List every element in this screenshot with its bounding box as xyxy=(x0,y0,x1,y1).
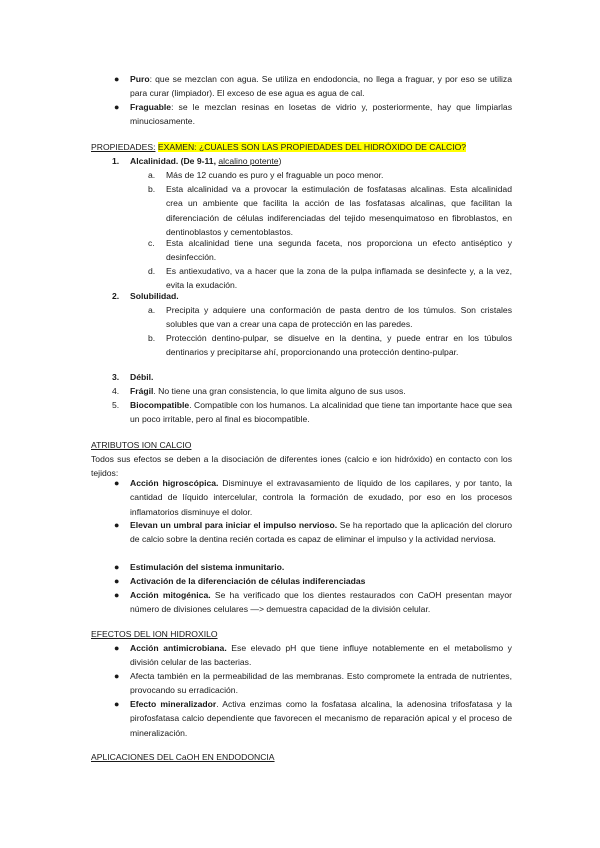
section-heading-atributos: ATRIBUTOS ION CALCIO xyxy=(91,440,192,450)
section-heading-propiedades: PROPIEDADES: EXAMEN: ¿CUALES SON LAS PROPIEDADES DEL HIDRÓXIDO DE CALCIO? xyxy=(91,142,467,152)
property-alcalinidad: Alcalinidad. (De 9-11, alcalino potente) xyxy=(130,156,282,166)
sub-letter: b. xyxy=(148,333,156,343)
list-item: Activación de la diferenciación de células indiferenciadas xyxy=(130,576,366,586)
paragraph-intro: Todos sus efectos se deben a la disociación de diferentes iones (calcio e ion hidróxido) en contacto con los tejidos: xyxy=(91,454,512,479)
bullet-icon: ● xyxy=(114,699,120,709)
bullet-icon: ● xyxy=(114,576,120,586)
property-fragil: Frágil. No tiene una gran consistencia, lo que limita alguno de sus usos. xyxy=(130,386,406,396)
list-item: Acción mitogénica. Se ha verificado que los dientes restaurados con CaOH presentan mayor número de divisiones celulares —> demuestra capacidad de la división celular. xyxy=(130,590,512,615)
property-debil: Débil. xyxy=(130,372,154,382)
item-number: 2. xyxy=(112,291,120,301)
bullet-icon: ● xyxy=(114,671,120,681)
bullet-icon: ● xyxy=(114,102,120,112)
list-item: Estimulación del sistema inmunitario. xyxy=(130,562,285,572)
sub-letter: c. xyxy=(148,238,155,248)
list-item: Acción higroscópica. Disminuye el extravasamiento de líquido de los capilares, y por tanto, la cantidad de líquido intercelular, controla la formación de exudado, por eso en los procesos inflamatorios disminuye el dolor. xyxy=(130,478,512,517)
sub-item: Es antiexudativo, va a hacer que la zona de la pulpa inflamada se desinfecte y, a la vez, evita la exudación. xyxy=(166,266,512,291)
list-item-puro: Puro: que se mezclan con agua. Se utiliza en endodoncia, no llega a fraguar, y por eso se utiliza para curar (limpiador). El exceso de ese agua es agua de cal. xyxy=(130,74,512,99)
sub-letter: a. xyxy=(148,305,156,315)
bullet-icon: ● xyxy=(114,643,120,653)
sub-letter: b. xyxy=(148,184,156,194)
item-number: 3. xyxy=(112,372,120,382)
bullet-icon: ● xyxy=(114,562,120,572)
property-biocompatible: Biocompatible. Compatible con los humanos. La alcalinidad que tiene tan importante hace que sea un poco irritable, pero al final es biocompatible. xyxy=(130,400,512,425)
section-heading-aplicaciones: APLICACIONES DEL CaOH EN ENDODONCIA xyxy=(91,752,275,762)
sub-item: Precipita y adquiere una conformación de pasta dentro de los túmulos. Son cristales solubles que van a crear una capa de protección en las paredes. xyxy=(166,305,512,330)
section-heading-efectos: EFECTOS DEL ION HIDROXILO xyxy=(91,629,218,639)
bullet-icon: ● xyxy=(114,478,120,488)
list-item: Efecto mineralizador. Activa enzimas como la fosfatasa alcalina, la adenosina trifosfatasa y la pirofosfatasa calcio dependiente que favorecen el mecanismo de reparación apical y el proceso de mineralización. xyxy=(130,699,512,738)
sub-letter: a. xyxy=(148,170,156,180)
list-item: Acción antimicrobiana. Ese elevado pH que tiene influye notablemente en el metabolismo y división celular de las bacterias. xyxy=(130,643,512,668)
sub-item: Protección dentino-pulpar, se disuelve en la dentina, y puede entrar en los túbulos dentinarios y precipitarse ahí, proporcionando una protección dentino-pulpar. xyxy=(166,333,512,358)
property-solubilidad: Solubilidad. xyxy=(130,291,179,301)
bullet-icon: ● xyxy=(114,590,120,600)
list-item: Elevan un umbral para iniciar el impulso nervioso. Se ha reportado que la aplicación del cloruro de calcio sobre la dentina recién cortada es capaz de eliminar el impulso y la actividad nerviosa. xyxy=(130,520,512,545)
sub-letter: d. xyxy=(148,266,156,276)
sub-item: Más de 12 cuando es puro y el fraguable un poco menor. xyxy=(166,170,384,180)
bullet-icon: ● xyxy=(114,74,120,84)
sub-item: Esta alcalinidad va a provocar la estimulación de fosfatasas alcalinas. Esta alcalinidad crea un ambiente que facilita la acción de las fosfatasas alcalinas, que facilitan la diferenciación de células indiferenciadas del tejido mesenquimatoso en fibroblastos, en dentinoblastos y cementoblastos. xyxy=(166,184,512,238)
item-number: 4. xyxy=(112,386,120,396)
item-number: 1. xyxy=(112,156,120,166)
sub-item: Esta alcalinidad tiene una segunda faceta, nos proporciona un efecto antiséptico y desinfección. xyxy=(166,238,512,263)
item-number: 5. xyxy=(112,400,120,410)
bullet-icon: ● xyxy=(114,520,120,530)
list-item-fraguable: Fraguable: se le mezclan resinas en losetas de vidrio y, posteriormente, hay que limpiarlas minuciosamente. xyxy=(130,102,512,127)
list-item: Afecta también en la permeabilidad de las membranas. Esto compromete la entrada de nutrientes, provocando su erradicación. xyxy=(130,671,512,696)
